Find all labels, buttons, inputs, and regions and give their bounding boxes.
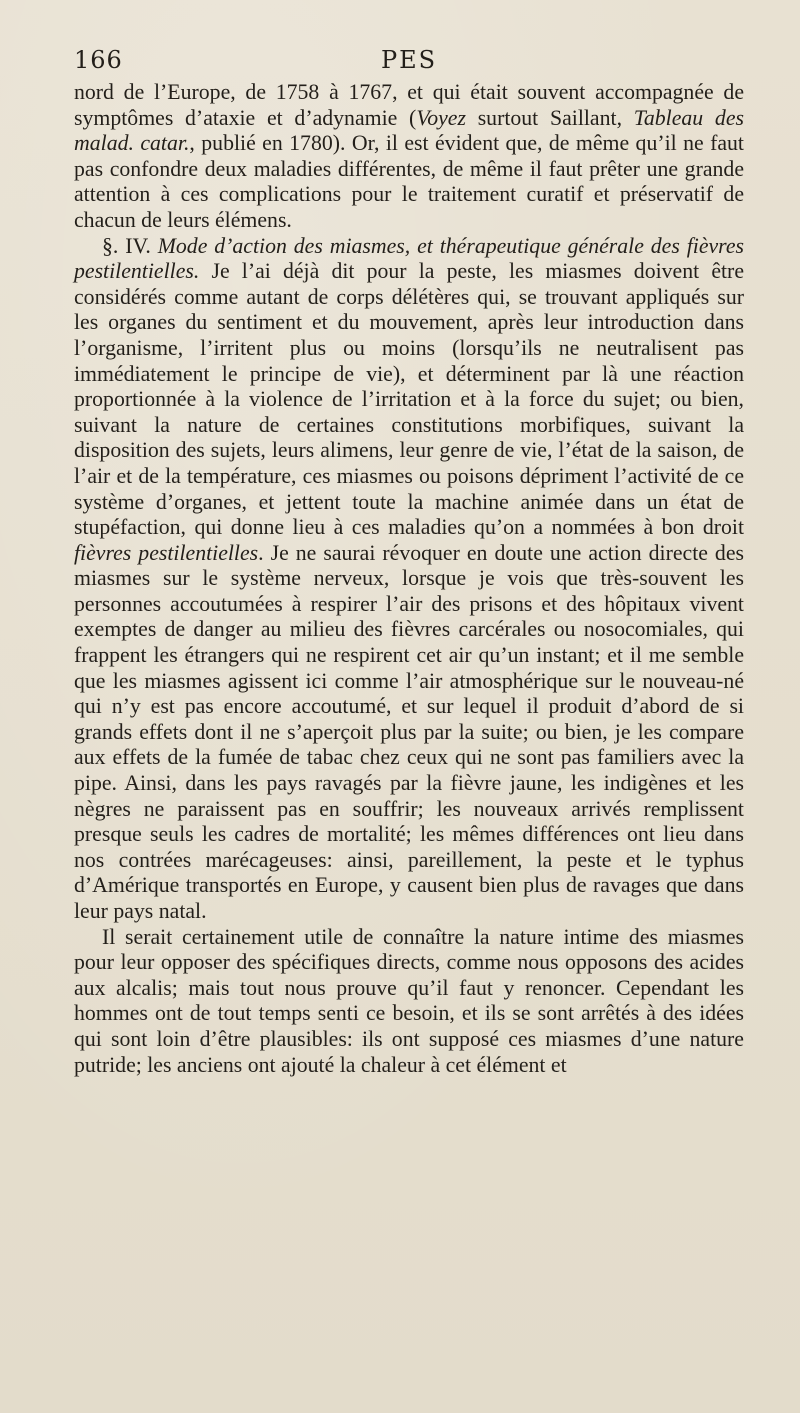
italic-text-run: Mode d’action des miasmes, et thérapeutique générale des fièvres pestilentielles.	[74, 233, 745, 284]
italic-text-run: Voyez	[416, 105, 466, 130]
paragraph-continuation	[74, 80, 744, 234]
text-run: §. IV.	[102, 233, 158, 258]
paragraph-miasmes-nature	[74, 925, 744, 1079]
text-run: Je l’ai déjà dit pour la peste, les miasmes doivent être considérés comme autant de corps délétères qui, se trouvant appliqués sur les organes du sentiment et du mouvement, après leur introduction dans l’organisme, l’irritent plus ou moins (lorsqu’ils ne neutralisent pas immédiatement le principe de vie), et déterminent par là une réaction proportionnée à la violence de l’irritation et à la force du sujet; ou bien, suivant la nature de certaines constitutions morbifiques, suivant la disposition des sujets, leurs alimens, leur genre de vie, l’état de la saison, de l’air et de la température, ces miasmes ou poisons dépriment l’activité de ce système d’organes, et jettent toute la machine animée dans un état de stupéfaction, qui donne lieu à ces maladies qu’on a nommées à bon droit	[74, 259, 744, 540]
text-run: surtout Saillant,	[465, 105, 634, 130]
running-head	[74, 44, 744, 80]
running-title: PES	[380, 46, 438, 74]
paragraph-section-iv	[74, 234, 744, 925]
italic-text-run: fièvres pestilentielles	[74, 540, 259, 565]
text-run: Il serait certainement utile de connaître la nature intime des miasmes pour leur opposer des spécifiques directs, comme nous opposons des acides aux alcalis; mais tout nous prouve qu’il faut y renoncer. Cependant les hommes ont de tout temps senti ce besoin, et ils se sont arrêtés à des idées qui sont loin d’être plausibles: ils ont supposé ces miasmes d’une nature putride; les anciens ont ajouté la chaleur à cet élément et	[74, 924, 744, 1077]
page-number: 166	[74, 46, 123, 74]
text-run: . Je ne saurai révoquer en doute une action directe des miasmes sur le système nerveux, lorsque je vois que très-souvent les personnes accoutumées à respirer l’air des prisons et des hôpitaux vivent exemptes de danger au milieu des fièvres carcérales ou nosocomiales, qui frappent les étrangers qui ne respirent cet air qu’un instant; et il me semble que les miasmes agissent ici comme l’air atmosphérique sur le nouveau-né qui n’y est pas encore accoutumé, et sur lequel il produit d’abord de si grands effets dont il ne s’aperçoit plus par la suite; ou bien, je les compare aux effets de la fumée de tabac chez ceux qui ne sont pas familiers avec la pipe. Ainsi, dans les pays ravagés par la fièvre jaune, les indigènes et les nègres ne paraissent pas en souffrir; les nouveaux arrivés remplissent presque seuls les cadres de mortalité; les mêmes différences ont lieu dans nos contrées marécageuses: ainsi, pareillement, la peste et le typhus d’Amérique transportés en Europe, y causent bien plus de ravages que dans leur pays natal.	[74, 540, 744, 923]
body-text	[74, 80, 744, 1078]
italic-text-run: Tableau des malad. catar.	[74, 105, 744, 156]
text-run: nord de l’Europe, de 1758 à 1767, et qui était souvent accompagnée de symptômes d’ataxie et d’adynamie (	[74, 80, 744, 130]
text-run: , publié en 1780). Or, il est évident que, de même qu’il ne faut pas confondre deux maladies différentes, de même il faut prêter une grande attention à ces complications pour le traitement curatif et préservatif de chacun de leurs élémens.	[74, 131, 744, 232]
